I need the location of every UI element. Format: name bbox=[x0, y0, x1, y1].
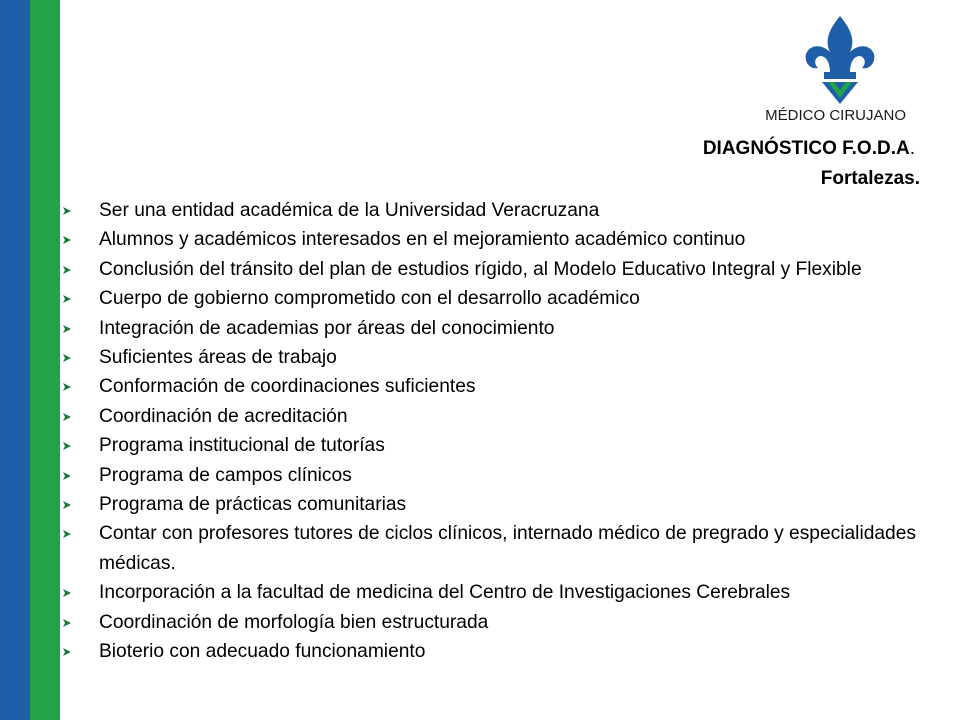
list-item-text: Cuerpo de gobierno comprometido con el desarrollo académico bbox=[99, 288, 640, 310]
list-item bbox=[62, 402, 932, 431]
list-item bbox=[62, 519, 932, 578]
list-item bbox=[62, 255, 932, 284]
section-subtitle: Fortalezas. bbox=[820, 168, 920, 189]
list-item bbox=[62, 314, 932, 343]
list-item bbox=[62, 372, 932, 401]
arrow-bullet-icon bbox=[62, 402, 74, 431]
list-item-text: Integración de academias por áreas del conocimiento bbox=[99, 317, 555, 339]
list-item-text: Programa institucional de tutorías bbox=[99, 435, 385, 457]
list-item bbox=[62, 284, 932, 313]
strengths-list bbox=[62, 196, 932, 667]
arrow-bullet-icon bbox=[62, 343, 74, 372]
sidebar-blue-stripe bbox=[0, 0, 30, 720]
list-item bbox=[62, 461, 932, 490]
list-item bbox=[62, 637, 932, 666]
arrow-bullet-icon bbox=[62, 431, 74, 460]
arrow-bullet-icon bbox=[62, 255, 74, 284]
arrow-bullet-icon bbox=[62, 461, 74, 490]
arrow-bullet-icon bbox=[62, 608, 74, 637]
list-item bbox=[62, 196, 932, 225]
list-item-text: Alumnos y académicos interesados en el mejoramiento académico continuo bbox=[99, 229, 746, 251]
list-item bbox=[62, 578, 932, 607]
list-item-text: Suficientes áreas de trabajo bbox=[99, 347, 337, 369]
list-item bbox=[62, 225, 932, 254]
arrow-bullet-icon bbox=[62, 578, 74, 607]
list-item bbox=[62, 431, 932, 460]
list-item-text: Contar con profesores tutores de ciclos clínicos, internado médico de pregrado y especialidades médicas. bbox=[99, 523, 916, 574]
arrow-bullet-icon bbox=[62, 372, 74, 401]
list-item-text: Bioterio con adecuado funcionamiento bbox=[99, 641, 426, 663]
list-item-text: Programa de campos clínicos bbox=[99, 464, 352, 486]
sidebar-green-stripe bbox=[30, 0, 60, 720]
arrow-bullet-icon bbox=[62, 196, 74, 225]
list-item-text: Conformación de coordinaciones suficientes bbox=[99, 376, 476, 398]
list-item bbox=[62, 343, 932, 372]
arrow-bullet-icon bbox=[62, 519, 74, 548]
program-name: MÉDICO CIRUJANO bbox=[765, 107, 906, 124]
arrow-bullet-icon bbox=[62, 637, 74, 666]
list-item-text: Coordinación de acreditación bbox=[99, 405, 348, 427]
arrow-bullet-icon bbox=[62, 490, 74, 519]
list-item-text: Programa de prácticas comunitarias bbox=[99, 494, 407, 516]
arrow-bullet-icon bbox=[62, 314, 74, 343]
list-item-text: Coordinación de morfología bien estructurada bbox=[99, 611, 489, 633]
list-item bbox=[62, 608, 932, 637]
list-item-text: Incorporación a la facultad de medicina del Centro de Investigaciones Cerebrales bbox=[99, 582, 791, 604]
page-title: DIAGNÓSTICO F.O.D.A. bbox=[702, 138, 915, 159]
arrow-bullet-icon bbox=[62, 225, 74, 254]
list-item-text: Conclusión del tránsito del plan de estudios rígido, al Modelo Educativo Integral y Flexible bbox=[99, 258, 862, 280]
list-item bbox=[62, 490, 932, 519]
university-logo bbox=[800, 14, 880, 106]
arrow-bullet-icon bbox=[62, 284, 74, 313]
list-item-text: Ser una entidad académica de la Universidad Veracruzana bbox=[99, 200, 600, 221]
